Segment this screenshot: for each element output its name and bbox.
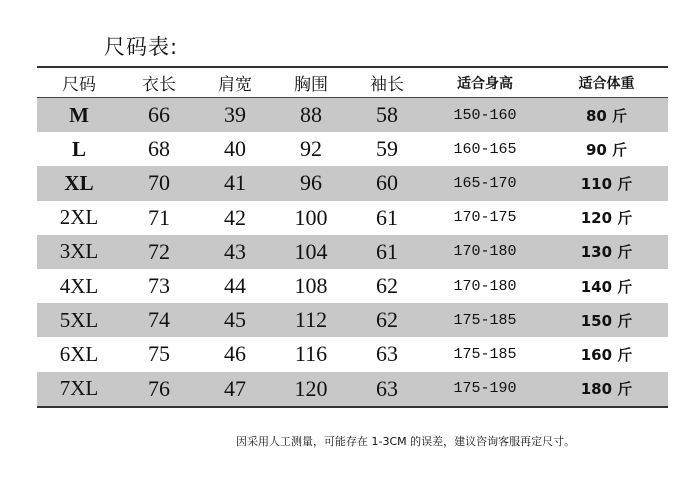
cell-length: 75: [148, 341, 170, 367]
table-row: [37, 337, 668, 371]
cell-height: 175-185: [453, 345, 517, 363]
cell-sleeve: 58: [376, 102, 398, 128]
cell-length: 74: [148, 307, 170, 333]
cell-sleeve: 59: [376, 136, 398, 162]
cell-length: 70: [148, 170, 170, 196]
table-row: [37, 201, 668, 235]
cell-sleeve: 62: [376, 307, 398, 333]
cell-weight: 130 斤: [580, 243, 633, 262]
cell-weight: 90 斤: [585, 140, 628, 159]
cell-length: 73: [148, 273, 170, 299]
measurement-note: 因采用人工测量，可能存在 1-3CM 的误差，建议咨询客服再定尺寸。: [236, 435, 576, 448]
cell-chest: 112: [294, 307, 328, 333]
cell-size: 7XL: [59, 376, 99, 401]
cell-height: 150-160: [453, 106, 517, 124]
cell-shoulder: 43: [224, 238, 246, 264]
cell-sleeve: 63: [376, 375, 398, 401]
cell-length: 68: [148, 136, 170, 162]
cell-length: 76: [148, 375, 170, 401]
cell-length: 72: [148, 238, 170, 264]
cell-shoulder: 46: [224, 341, 246, 367]
table-row: [37, 98, 668, 132]
cell-chest: 120: [294, 375, 328, 401]
cell-chest: 88: [300, 102, 322, 128]
cell-weight: 110 斤: [580, 174, 633, 193]
cell-sleeve: 62: [376, 273, 398, 299]
cell-chest: 96: [300, 170, 322, 196]
cell-shoulder: 41: [224, 170, 246, 196]
cell-height: 175-185: [453, 311, 517, 329]
cell-shoulder: 39: [224, 102, 246, 128]
cell-size: 6XL: [59, 341, 99, 366]
cell-weight: 180 斤: [580, 380, 633, 399]
cell-weight: 80 斤: [585, 106, 628, 125]
table-row: [37, 166, 668, 200]
table-body: [37, 98, 668, 406]
cell-sleeve: 61: [376, 204, 398, 230]
cell-chest: 116: [294, 341, 328, 367]
cell-height: 175-190: [453, 380, 517, 398]
header-height: 适合身高: [457, 75, 513, 92]
page-title: 尺码表:: [104, 35, 179, 59]
header-chest: 胸围: [294, 75, 328, 95]
cell-shoulder: 45: [224, 307, 246, 333]
table-row: [37, 269, 668, 303]
header-weight: 适合体重: [578, 75, 635, 92]
cell-height: 165-170: [453, 174, 517, 192]
cell-height: 170-175: [453, 209, 517, 227]
table-row: [37, 235, 668, 269]
cell-size: L: [71, 136, 86, 161]
cell-size: 5XL: [59, 307, 99, 332]
cell-shoulder: 42: [224, 204, 246, 230]
cell-sleeve: 60: [376, 170, 398, 196]
cell-weight: 120 斤: [580, 209, 633, 228]
size-chart-table: [37, 66, 668, 408]
table-row: [37, 372, 668, 406]
header-sleeve: 袖长: [370, 75, 404, 95]
cell-chest: 104: [294, 238, 328, 264]
cell-length: 66: [148, 102, 170, 128]
cell-size: 2XL: [59, 205, 99, 230]
table-header-row: [37, 68, 668, 98]
cell-shoulder: 40: [224, 136, 246, 162]
cell-height: 160-165: [453, 140, 517, 158]
cell-size: 4XL: [59, 273, 99, 298]
table-row: [37, 303, 668, 337]
cell-chest: 108: [294, 273, 328, 299]
cell-size: M: [69, 102, 89, 127]
cell-length: 71: [148, 204, 170, 230]
cell-height: 170-180: [453, 243, 517, 261]
cell-size: XL: [64, 170, 94, 195]
cell-weight: 140 斤: [580, 277, 633, 296]
cell-chest: 100: [294, 204, 328, 230]
header-shoulder: 肩宽: [218, 75, 252, 95]
cell-size: 3XL: [59, 239, 99, 264]
cell-weight: 150 斤: [580, 311, 633, 330]
cell-sleeve: 61: [376, 238, 398, 264]
cell-sleeve: 63: [376, 341, 398, 367]
header-length: 衣长: [142, 75, 176, 95]
cell-shoulder: 44: [224, 273, 246, 299]
header-size: 尺码: [62, 75, 96, 95]
cell-chest: 92: [300, 136, 322, 162]
cell-weight: 160 斤: [580, 345, 633, 364]
table-row: [37, 132, 668, 166]
cell-shoulder: 47: [224, 375, 246, 401]
cell-height: 170-180: [453, 277, 517, 295]
